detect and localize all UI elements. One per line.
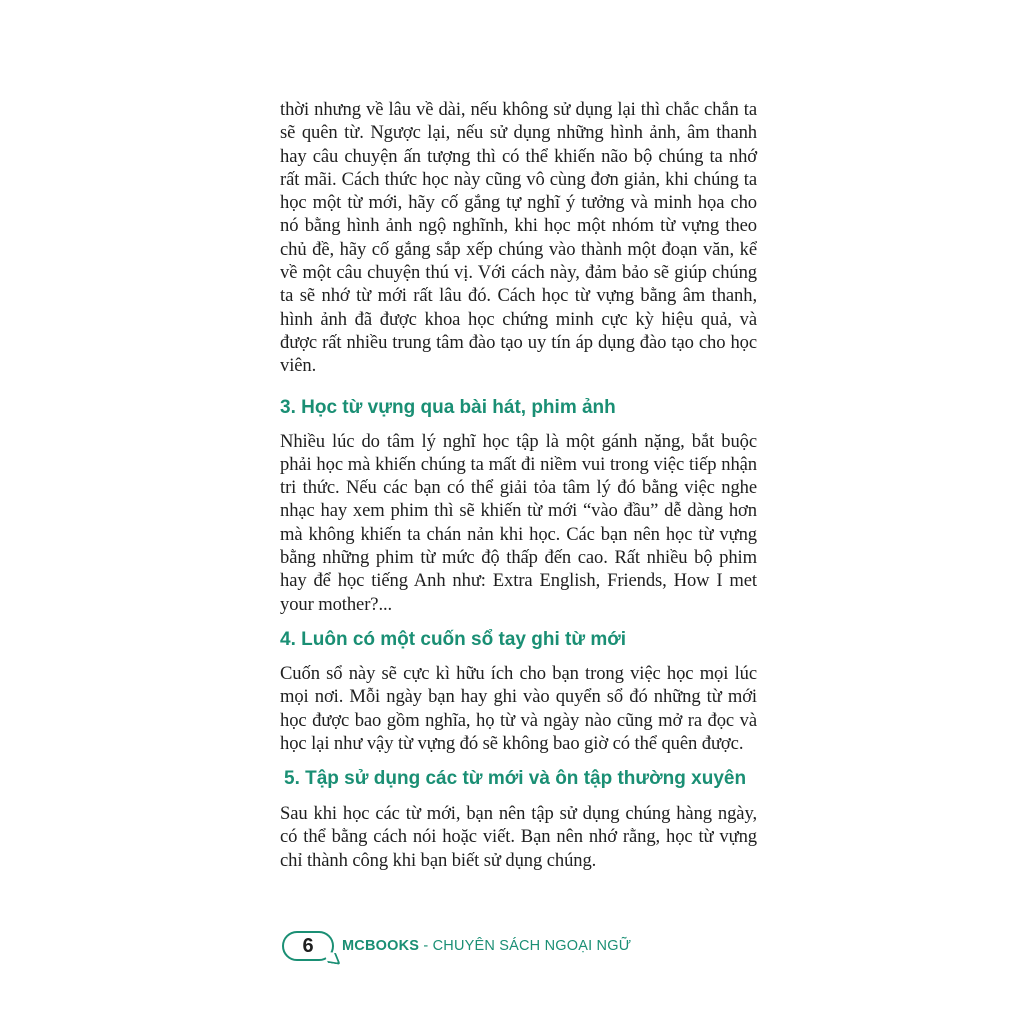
heading-section-3: 3. Học từ vựng qua bài hát, phim ảnh bbox=[280, 396, 616, 418]
intro-paragraph: thời nhưng về lâu về dài, nếu không sử dụng lại thì chắc chắn ta sẽ quên từ. Ngược lại, nếu sử dụng những hình ảnh, âm thanh hay câu chuyện ấn tượng thì có thể khiến não bộ chúng ta nhớ rất mãi. Cách thức học này cũng vô cùng đơn giản, khi chúng ta học một từ mới, hãy cố gắng tự nghĩ ý tưởng và minh họa cho nó bằng hình ảnh ngộ nghĩnh, khi học một nhóm từ vựng theo chủ đề, hãy cố gắng sắp xếp chúng vào thành một đoạn văn, kể về một câu chuyện thú vị. Với cách này, đảm bảo sẽ giúp chúng ta sẽ nhớ từ mới rất lâu đó. Cách học từ vựng bằng âm thanh, hình ảnh đã được khoa học chứng minh cực kỳ hiệu quả, và được rất nhiều trung tâm đào tạo uy tín áp dụng đào tạo cho học viên. bbox=[280, 99, 757, 377]
page-number-badge-icon bbox=[282, 931, 334, 961]
publisher-brand: MCBOOKS bbox=[342, 938, 420, 954]
paragraph-section-4: Cuốn sổ này sẽ cực kì hữu ích cho bạn trong việc học mọi lúc mọi nơi. Mỗi ngày bạn hay ghi vào quyển sổ đó những từ mới học được bao gồm nghĩa, họ từ và ngày nào cũng mở ra đọc và học lại như vậy từ vựng đó sẽ không bao giờ có thể quên được. bbox=[280, 662, 757, 754]
page-footer bbox=[282, 929, 631, 963]
paragraph-section-3: Nhiều lúc do tâm lý nghĩ học tập là một gánh nặng, bắt buộc phải học mà khiến chúng ta mất đi niềm vui trong việc tiếp nhận tri thức. Nếu các bạn có thể giải tỏa tâm lý đó bằng việc nghe nhạc hay xem phim thì sẽ khiến từ mới “vào đầu” dễ dàng hơn mà không khiến ta chán nản khi học. Các bạn nên học từ vựng bằng những phim từ mức độ thấp đến cao. Rất nhiều bộ phim hay để học tiếng Anh như: Extra English, Friends, How I met your mother?... bbox=[280, 430, 757, 615]
heading-section-4: 4. Luôn có một cuốn sổ tay ghi từ mới bbox=[280, 628, 627, 650]
paragraph-section-5: Sau khi học các từ mới, bạn nên tập sử dụng chúng hàng ngày, có thể bằng cách nói hoặc viết. Bạn nên nhớ rằng, học từ vựng chỉ thành công khi bạn biết sử dụng chúng. bbox=[280, 803, 757, 871]
page-content bbox=[280, 98, 757, 872]
publisher-line bbox=[342, 938, 631, 954]
publisher-tagline: - CHUYÊN SÁCH NGOẠI NGỮ bbox=[419, 938, 632, 954]
heading-section-5: 5. Tập sử dụng các từ mới và ôn tập thường xuyên bbox=[284, 768, 747, 790]
page-number: 6 bbox=[302, 934, 314, 957]
